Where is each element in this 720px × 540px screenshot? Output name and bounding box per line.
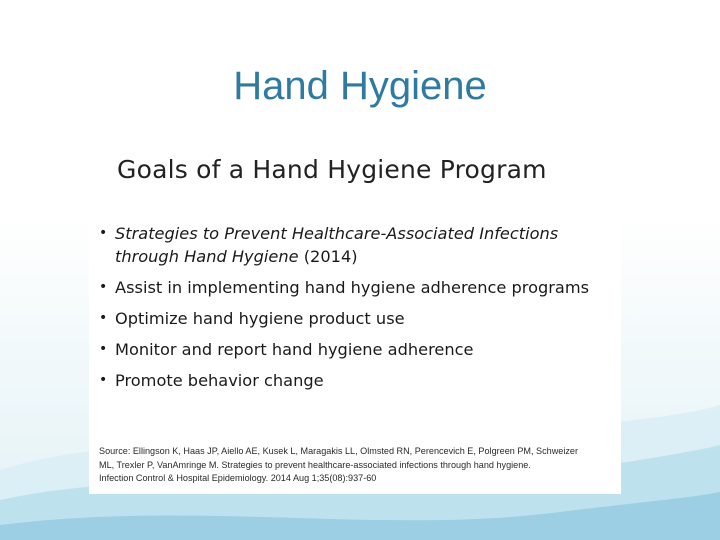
goal-item	[99, 338, 609, 361]
goal-text: Monitor and report hand hygiene adherence	[115, 340, 474, 359]
goal-text: Assist in implementing hand hygiene adherence programs	[115, 278, 590, 297]
goal-item	[99, 369, 609, 392]
source-line: ML, Trexler P, VanAmringe M. Strategies to prevent healthcare-associated infections through hand hygiene.	[99, 459, 531, 470]
goal-text: Optimize hand hygiene product use	[115, 309, 405, 328]
goal-italic-text: Strategies to Prevent Healthcare-Associated Infections through Hand Hygiene	[115, 224, 559, 266]
source-line: Infection Control & Hospital Epidemiology. 2014 Aug 1;35(08):937-60	[99, 473, 377, 483]
goals-image-panel	[89, 152, 621, 494]
goal-text: (2014)	[298, 247, 358, 266]
goals-list	[99, 222, 609, 400]
bullet-icon: •	[99, 341, 108, 357]
bullet-icon: •	[99, 310, 108, 326]
bullet-icon: •	[99, 225, 108, 241]
bullet-icon: •	[99, 372, 108, 388]
goal-text: Promote behavior change	[115, 371, 324, 390]
source-line: Source: Ellingson K, Haas JP, Aiello AE, Kusek L, Maragakis LL, Olmsted RN, Perencevich E, Polgreen PM, Schweizer	[99, 446, 578, 456]
bullet-icon: •	[99, 279, 108, 295]
goal-item	[99, 307, 609, 330]
goal-item	[99, 276, 609, 299]
panel-title: Goals of a Hand Hygiene Program	[117, 155, 547, 184]
source-citation	[99, 445, 614, 486]
goal-item	[99, 222, 609, 268]
slide-title: Hand Hygiene	[233, 64, 487, 108]
